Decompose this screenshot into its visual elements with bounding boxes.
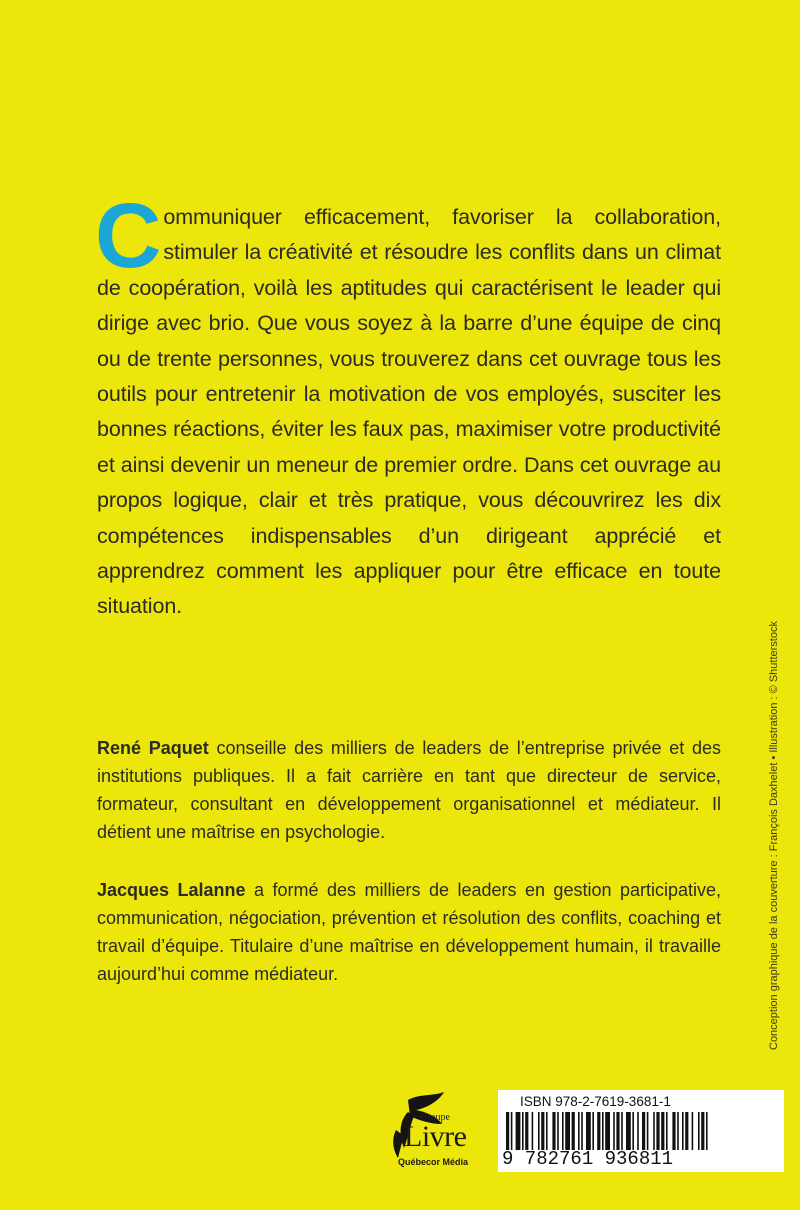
isbn-barcode: [498, 1090, 784, 1172]
author-name: René Paquet: [97, 738, 209, 758]
cover-credit: Conception graphique de la couverture : François Daxhelet • Illustration : © Shutterstock: [768, 621, 780, 1050]
publisher-logo: [378, 1090, 478, 1170]
cover-blurb: [95, 185, 721, 625]
author-bio-text: conseille des milliers de leaders de l’entreprise privée et des institutions publiques. Il a fait carrière en tant que directeur de service, formateur, consultant en développement organisationnel et médiateur. Il détient une maîtrise en psychologie.: [97, 738, 721, 842]
drop-cap: C: [95, 185, 162, 287]
author-bio-lalanne: [97, 876, 721, 988]
author-name: Jacques Lalanne: [97, 880, 246, 900]
blurb-text: ommuniquer efficacement, favoriser la collaboration, stimuler la créativité et résoudre les conflits dans un climat de coopération, voilà les aptitudes qui caractérisent le leader qui dirige avec brio. Que vous soyez à la barre d’une équipe de cinq ou de trente personnes, vous trouverez dans cet ouvrage tous les outils pour entretenir la motivation de vos employés, susciter les bonnes réactions, éviter les faux pas, maximiser votre productivité et ainsi devenir un meneur de premier ordre. Dans cet ouvrage au propos logique, clair et très pratique, vous découvrirez les dix compétences indispensables d’un dirigeant apprécié et apprendrez comment les appliquer pour être efficace en toute situation.: [97, 205, 721, 619]
publisher-livre: Livre: [404, 1120, 467, 1153]
isbn-label: ISBN 978-2-7619-3681-1: [520, 1094, 671, 1109]
publisher-groupe: Groupe: [420, 1112, 450, 1123]
barcode-bars: [506, 1112, 776, 1150]
publisher-media: Québecor Média: [398, 1157, 469, 1167]
barcode-digits: 9 782761 936811: [502, 1148, 674, 1170]
author-bio-text: a formé des milliers de leaders en gestion participative, communication, négociation, prévention et résolution des conflits, coaching et travail d’équipe. Titulaire d’une maîtrise en développement humain, il travaille aujourd’hui comme médiateur.: [97, 880, 721, 984]
author-bio-paquet: [97, 734, 721, 846]
